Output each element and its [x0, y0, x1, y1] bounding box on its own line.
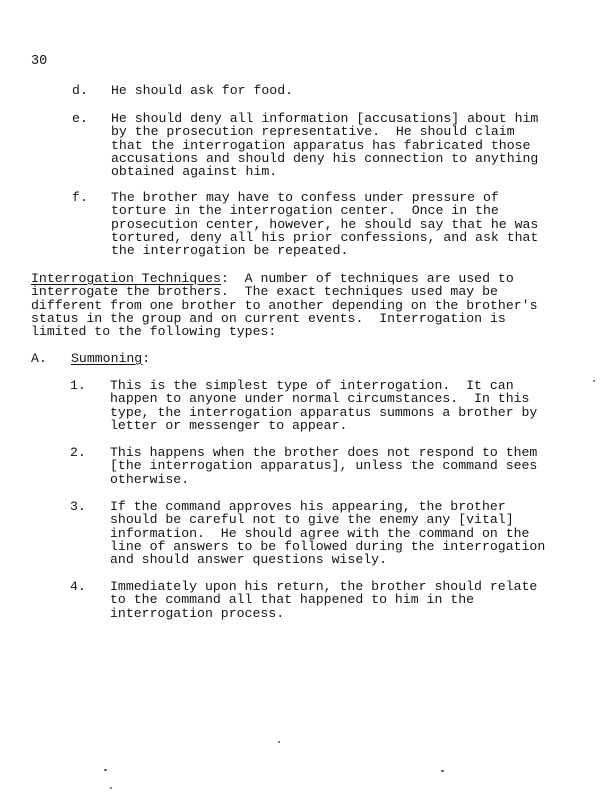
- techniques-paragraph: Interrogation Techniques: A number of techniques are used to interrogate the brothers. The exact techniques used may be different from one brother to another depending on the brother's status in the group and on current events. Interrogation is limited to the following types:: [31, 271, 538, 340]
- list-item-text: This is the simplest type of interrogation. It can happen to anyone under normal circumstances. In this type, the interrogation apparatus summons a brother by letter or messenger to appear.: [110, 378, 538, 433]
- list-item-4: [70, 580, 570, 622]
- scan-speck: [104, 769, 107, 771]
- page-number: 30: [31, 54, 48, 69]
- list-item-1: [70, 379, 570, 435]
- scan-speck: [110, 787, 112, 789]
- list-marker: e.: [72, 111, 88, 126]
- section-marker: A.: [31, 351, 47, 366]
- list-marker: 3.: [70, 499, 86, 514]
- list-item-text: If the command approves his appearing, the brother should be careful not to give the enemy any [vital] information. He should agree with the command on the line of answers to be followed during the interrogation and should answer questions wisely.: [110, 499, 546, 568]
- list-item-text: He should deny all information [accusations] about him by the prosecution representative. He should claim that the interrogation apparatus has fabricated those accusations and should deny his connection to anything obtained against him.: [111, 111, 539, 180]
- list-item-f: [72, 191, 572, 261]
- list-marker: 2.: [70, 445, 86, 460]
- scan-speck: [441, 770, 444, 772]
- scan-speck: [278, 741, 280, 743]
- list-item-2: [70, 446, 570, 488]
- list-marker: 1.: [70, 378, 86, 393]
- list-item-text: Immediately upon his return, the brother should relate to the command all that happened to him in the interrogation process.: [110, 579, 538, 621]
- list-item-text: The brother may have to confess under pressure of torture in the interrogation center. Once in the prosecution center, however, he should say that he was tortured, deny all his prior confessions, and ask that the interrogation be repeated.: [111, 190, 539, 259]
- list-marker: f.: [72, 190, 88, 205]
- list-item-d: [72, 84, 572, 98]
- section-title: Summoning:: [71, 351, 151, 366]
- techniques-heading: Interrogation Techniques: [31, 271, 221, 286]
- list-marker: d.: [72, 83, 88, 98]
- list-marker: 4.: [70, 579, 86, 594]
- list-item-text: This happens when the brother does not respond to them [the interrogation apparatus], unless the command sees otherwise.: [110, 445, 538, 487]
- list-item-text: He should ask for food.: [111, 83, 294, 98]
- scan-speck: [593, 380, 595, 382]
- list-item-3: [70, 500, 570, 570]
- list-item-e: [72, 112, 572, 182]
